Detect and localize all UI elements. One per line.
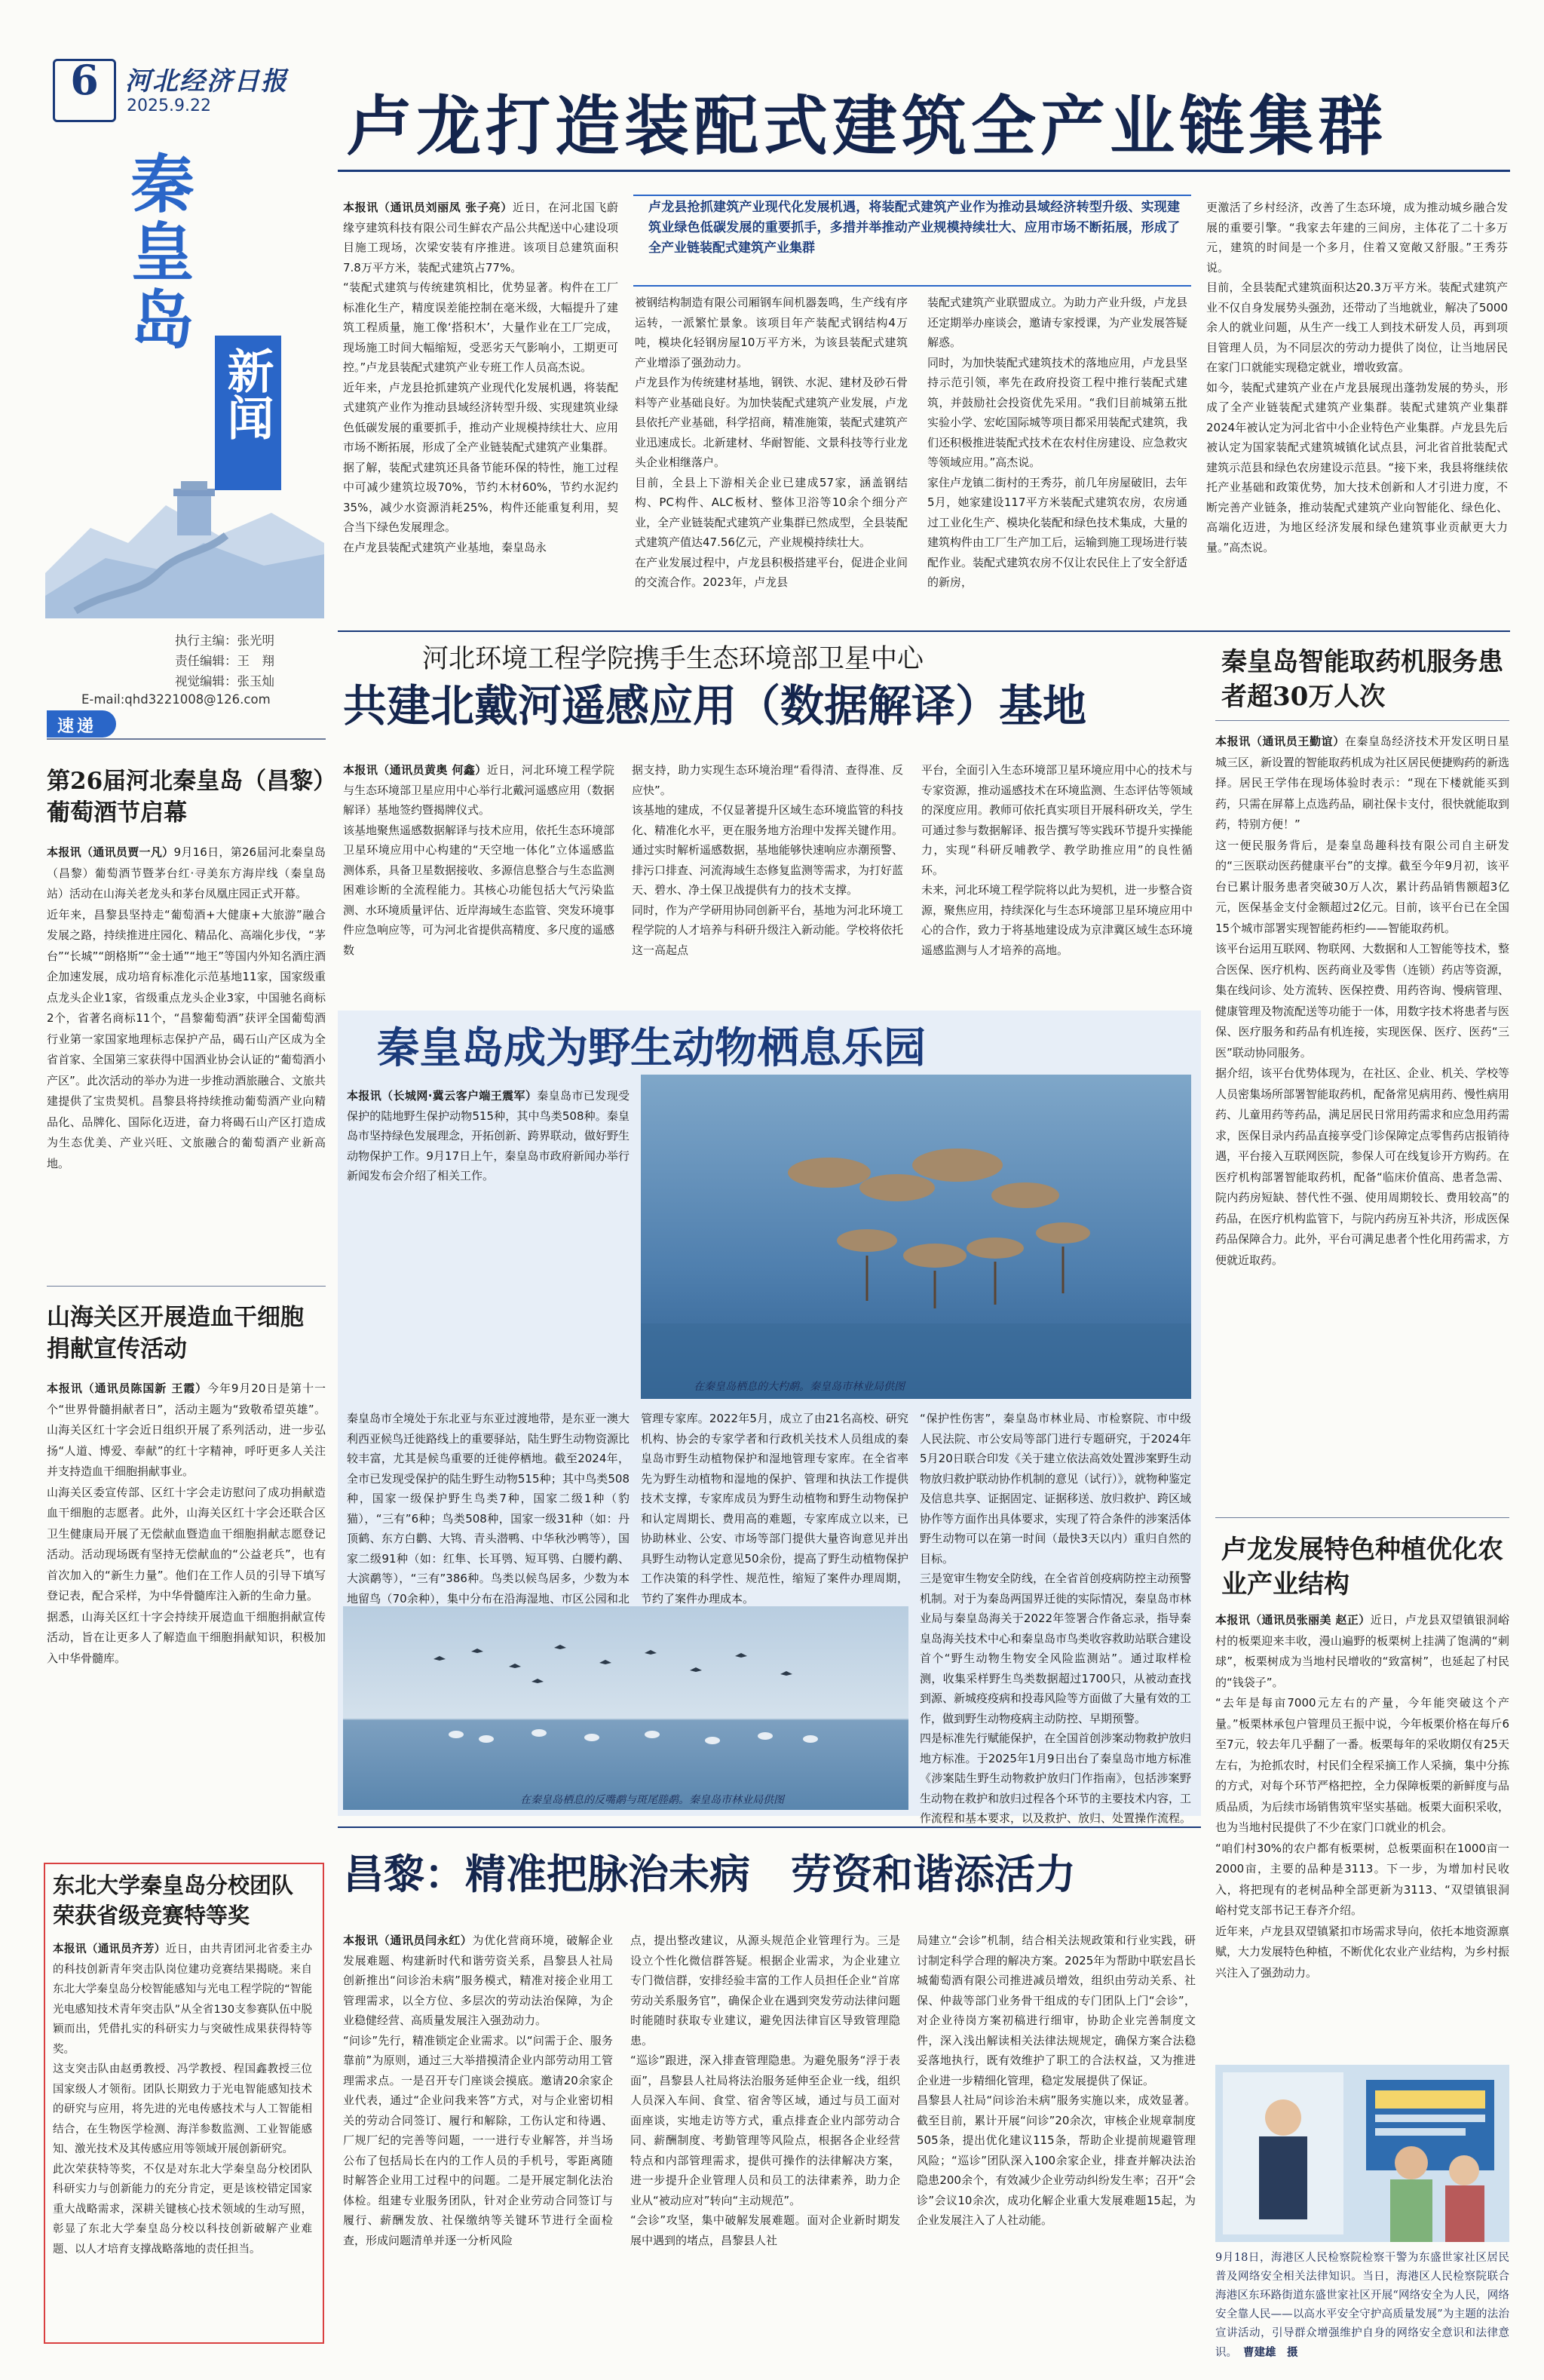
sidebar-article-body: 本报讯（通讯员贾一凡）9月16日，第26届河北秦皇岛（昌黎）葡萄酒节暨茅台红·寻美东方海岸线（秦皇岛站）活动在山海关老龙头和茅台凤凰庄园正式开幕。 近年来，昌黎县坚持走“葡萄酒+大健康+大旅游”融合发展之路，持续推进庄园化、精品化、高端化步伐，“茅台”“长城”“朗格斯”“金士通”“地王”等国内外知名酒庄酒企加速发展，成功培育标准化示范基地11家，国家级重点龙头企业1家，省级重点龙头企业3家，中国驰名商标2个，省著名商标11个，“昌黎葡萄酒”获评全国葡萄酒行业第一家国家地理标志保护产品，碣石山产区成为全省首家、全国第三家获得中国酒业协会认证的“葡萄酒小产区”。此次活动的举办为进一步推动酒旅融合、文旅共建提供了宝贵契机。昌黎县将持续推动葡萄酒产业向精品化、品牌化、国际化迈进，奋力将碣石山产区打造成为生态优美、产业兴旺、文旅融合的葡萄酒产业新高地。 (47, 845, 326, 1170)
right-article1-rule (1215, 720, 1509, 721)
photo-law-outreach (1215, 2065, 1509, 2242)
photo-avocets-caption: 在秦皇岛栖息的反嘴鹬与斑尾塍鹬。秦皇岛市林业局供图 (520, 1794, 784, 1806)
issue-date: 2025.9.22 (127, 97, 211, 115)
sidebar-article-title: 第26届河北秦皇岛（昌黎）葡萄酒节启幕 (47, 768, 325, 827)
editor-line: 责任编辑：王 翔 (175, 654, 274, 668)
article2-kicker: 河北环境工程学院携手生态环境部卫星中心 (422, 644, 924, 674)
article4-col-3: 局建立“会诊”机制，结合相关法规政策和行业实践，研讨制定科学合理的解决方案。2025年为帮助中联宏昌长城葡萄酒有限公司推进减员增效，组织由劳动关系、社保、仲裁等部门业务骨干组成的专门团队上门“会诊”，对企业待岗方案初稿进行细审，协助企业完善制度文件，深入浅出解读相关法律法规规定，确保方案合法稳妥落地执行，既有效维护了职工的合法权益，又为推进企业进一步精细化管理，稳定发展提供了保证。 昌黎县人社局“问诊治未病”服务实施以来，成效显著。截至目前，累计开展“问诊”20余次，审核企业规章制度505条，提出优化建议115条，帮助企业提前规避管理风险；“巡诊”团队深入100余家企业，排查并解决法治隐患200余个，有效减少企业劳动纠纷发生率；召开“会诊”会议10余次，成功化解企业重大发展难题15起，为企业发展注入了人社动能。 (917, 1934, 1196, 2227)
lead-deck: 卢龙县抢抓建筑产业现代化发展机遇，将装配式建筑产业作为推动县域经济转型升级、实现建筑业绿色低碳发展的重要抓手，多措并举推动产业规模持续壮大、应用市场不断拓展，形成了全产业链装配式建筑产业集群 (648, 200, 1180, 256)
article3-col-3: “保护性伤害”，秦皇岛市林业局、市检察院、市中级人民法院、市公安局等部门进行专题研究，于2024年5月20日联合印发《关于建立依法高效处置涉案野生动物放归救护联动协作机制的意见（试行）》，就物种鉴定及信息共享、证据固定、证据移送、放归救护、跨区域协作等方面作出具体要求，实现了符合条件的涉案活体野生动物可以在第一时间（最快3天以内）重归自然的目标。 三是宽审生物安全防线，在全省首创疫病防控主动预警机制。对于为秦岛两国界迁徙的实际情况，秦皇岛市林业局与秦皇岛海关于2022年签署合作备忘录，指导秦皇岛海关技术中心和秦皇岛市鸟类收容救助站联合建设首个“野生动物生物安全风险监测站”。通过取样检测，收集采样野生鸟类数据超过1700只，从被动查找到源、新城疫疫病和投毒风险等方面做了大量有效的工作，做到野生动物疫病主动防控、早期预警。 四是标准先行赋能保护，在全国首创涉案动物救护放归地方标准。于2025年1月9日出台了秦皇岛市地方标准《涉案陆生野生动物救护放归门作指南》，包括涉案野生动物在救护和放归过程各个环节的主要技术内容，工作流程和基本要求，以及救护、放归、处置操作流程。 (920, 1412, 1192, 1825)
photo-curlews-caption: 在秦皇岛栖息的大杓鹬。秦皇岛市林业局供图 (694, 1381, 905, 1393)
article2-headline: 共建北戴河遥感应用（数据解译）基地 (343, 680, 1087, 731)
lead-col-3: 装配式建筑产业联盟成立。为助力产业升级，卢龙县还定期举办座谈会，邀请专家授课，为产业发展答疑解惑。 同时，为加快装配式建筑技术的落地应用，卢龙县坚持示范引领，率先在政府投资工程中推行装配式建筑，并鼓励社会投资优先采用。“我们目前城第五批实验小学、宏屹国际城等项目都采用装配式建筑，我们还积极推进装配式技术在农村住房建设、应急救灾等领域应用。”高杰说。 家住卢龙镇二街村的王秀芬，前几年房屋破旧，去年5月，她家建设117平方米装配式建筑农房，农房通过工业化生产、模块化装配和绿色技术集成，大量的建筑构件由工厂生产加工后，运输到施工现场进行装配作业。装配式建筑农房不仅让农民住上了安全舒适的新房， (927, 296, 1188, 589)
photo-law-outreach-caption: 9月18日，海港区人民检察院检察干警为东盛世家社区居民普及网络安全相关法律知识。当日，海港区人民检察院联合海港区东环路街道东盛世家社区开展“网络安全为人民，网络安全靠人民——以高水平安全守护高质量发展”为主题的法治宣讲活动，引导群众增强维护自身的网络安全意识和法律意识。 曹建雄 摄 (1215, 2252, 1509, 2359)
article2-col-1: 本报讯（通讯员黄奥 何鑫）近日，河北环境工程学院与生态环境部卫星应用中心举行北戴河遥感应用（数据解译）基地签约暨揭牌仪式。 该基地聚焦遥感数据解译与技术应用，依托生态环境部卫星环境应用中心构建的“天空地一体化”立体遥感监测体系，具备卫星数据接收、多源信息整合与生态监测困难诊断的全流程能力。其核心功能包括大气污染监测、水环境质量评估、近岸海域生态监管、突发环境事件应急响应等，可为河北省提供高精度、多尺度的遥感数 (343, 763, 615, 957)
article4-top-rule (338, 1826, 1201, 1828)
lead-bottom-rule (338, 630, 1510, 632)
article3-col-2: 管理专家库。2022年5月，成立了由21名高校、研究机构、协会的专家学者和行政机关技术人员组成的秦皇岛市野生动植物保护和湿地管理专家库。在全省率先为野生动植物和湿地的保护、管理和执法工作提供技术支撑，专家库成员为野生动植物和野生动物保护和认定周期长、费用高的难题，专家库成立以来，已协助林业、公安、市场等部门提供大量咨询意见并出具野生动物认定意见50余份，提高了野生动植物保护工作决策的科学性、规范性，缩短了案件办理周期，节约了案件办理成本。 (641, 1412, 908, 1606)
photo-curlews (641, 1075, 1191, 1399)
section-subtitle: 新闻 (219, 347, 274, 440)
sidebar-divider (47, 1286, 326, 1287)
article4-col-1: 本报讯（通讯员闫永红）为优化营商环境，破解企业发展难题、构建新时代和谐劳资关系，昌黎县人社局创新推出“问诊治未病”服务模式，精准对接企业用工管理需求，以全方位、多层次的劳动法治保障，为企业稳健经营、高质量发展注入强劲动力。 “问诊”先行，精准锁定企业需求。以“问需于企、服务靠前”为原则，通过三大举措摸清企业内部劳动用工管理需求点。一是召开专门座谈会摸底。邀请20余家企业代表，通过“企业问我来答”方式，对与企业密切相关的劳动合同签订、履行和解除，工伤认定和待遇、厂规厂纪的完善等问题，一一进行专业解答，并当场公布了包括局长在内的工作人员的手机号，零距离随时解答企业用工过程中的问题。二是开展定制化法治体检。组建专业服务团队，针对企业劳动合同签订与履行、薪酬发放、社保缴纳等关键环节进行全面检查，形成问题清单并逐一分析风险 (343, 1934, 613, 2247)
express-tag-label: 速递 (57, 717, 97, 736)
express-rule (47, 738, 326, 740)
great-wall-illustration (45, 422, 324, 618)
sidebar-article-body: 本报讯（通讯员陈国新 王霞）今年9月20日是第十一个“世界骨髓捐献者日”，活动主题为“致敬希望英雄”。山海关区红十字会近日组织开展了系列活动，进一步弘扬“人道、博爱、奉献”的红十字精神，呼吁更多人关注并支持造血干细胞捐献事业。 山海关区委宣传部、区红十字会走访慰问了成功捐献造血干细胞的志愿者。此外，山海关区红十字会还联合区卫生健康局开展了无偿献血暨造血干细胞捐献志愿登记活动。活动现场既有坚持无偿献血的“公益老兵”，也有首次加入的“新生力量”。他们在工作人员的引导下填写登记表，配合采样，为中华骨髓库注入新的生命力量。 据悉，山海关区红十字会持续开展造血干细胞捐献宣传活动，旨在让更多人了解造血干细胞捐献知识，积极加入中华骨髓库。 (47, 1382, 326, 1665)
editor-line: 执行主编：张光明 (175, 633, 274, 648)
editor-line: 视觉编辑：张玉灿 (175, 674, 274, 689)
article2-col-3: 平台，全面引入生态环境部卫星环境应用中心的技术与专家资源，推动遥感技术在环境监测、生态评估等领域的深度应用。教师可依托真实项目开展科研攻关，学生可通过参与数据解译、报告撰写等实践环节提升实操能力，实现“科研反哺教学、教学助推应用”的良性循环。 未来，河北环境工程学院将以此为契机，进一步整合资源，聚焦应用，持续深化与生态环境部卫星环境应用中心的合作，致力于将基地建设成为京津冀区域生态环境遥感监测与人才培养的高地。 (921, 763, 1193, 957)
right-article1-body: 本报讯（通讯员王勤谊）在秦皇岛经济技术开发区明日星城三区，新设置的智能取药机成为社区居民便捷购药的新选择。居民王学伟在现场体验时表示：“现在下楼就能买到药，只需在屏幕上点选药品，刷社保卡支付，很快就能取到药，特别方便！” 这一便民服务背后，是秦皇岛趣科技有限公司自主研发的“三医联动医药健康平台”的支撑。截至今年9月初，该平台已累计服务患者突破30万人次，累计药品销售额超3亿元，医保基金支付金额超过2亿元。目前，该平台已在全国15个城市部署实现智能药柜约——智能取药机。 该平台运用互联网、物联网、大数据和人工智能等技术，整合医保、医疗机构、医药商业及零售（连锁）药店等资源，集在线问诊、处方流转、医保控费、用药咨询、慢病管理、健康管理及物流配送等功能于一体，用数字技术将患者与医保、医疗服务和药品有机连接，实现医保、医疗、医药“三医”联动协同服务。 据介绍，该平台优势体现为，在社区、企业、机关、学校等人员密集场所部署智能取药机，配备常见病用药、慢性病用药、儿童用药等药品，满足居民日常用药需求和应急用药需求，医保目录内药品直接享受门诊保障定点零售药店报销待遇，平台接入互联网医院，参保人可在线复诊开方购药。在医疗机构部署智能取药机，配备“临床价值高、患者急需、院内药房短缺、替代性不强、使用周期较长、费用较高”的药品，在医疗机构监管下，与院内药房互补共济，形成医保药品保障合力。此外，平台可满足患者个性化用药需求，方便就近取药。 (1215, 735, 1510, 1267)
right-article2-title: 卢龙发展特色种植优化农业产业结构 (1221, 1535, 1503, 1599)
sidebar-article-title: 山海关区开展造血干细胞捐献宣传活动 (47, 1304, 304, 1363)
lead-col-4: 更激活了乡村经济，改善了生态环境，成为推动城乡融合发展的重要引擎。“我家去年建的三间房，主体花了二十多万元，建筑的时间是一个多月，住着又宽敞又舒服。”王秀芬说。 目前，全县装配式建筑面积达20.3万平方米。装配式建筑产业不仅自身发展势头强劲，还带动了当地就业，解决了5000余人的就业问题，从生产一线工人到技术研发人员，再到项目管理人员，为不同层次的劳动力提供了岗位，让当地居民在家门口就能实现稳定就业，增收致富。 如今，装配式建筑产业在卢龙县展现出蓬勃发展的势头，形成了全产业链装配式建筑产业集群。装配式建筑产业集群2024年被认定为河北省中小企业特色产业集群。卢龙县先后被认定为国家装配式建筑城镇化试点县，河北省首批装配式建筑示范县和绿色农房建设示范县。“接下来，我县将继续依托产业基础和政策优势，加大技术创新和人才引进力度，不断完善产业链条，推动装配式建筑产业向智能化、绿色化、高端化迈进，为地区经济发展和绿色建筑事业贡献更大力量。”高杰说。 (1206, 201, 1508, 554)
section-email[interactable]: E-mail:qhd3221008@126.com (81, 692, 271, 707)
right-divider (1215, 1517, 1509, 1518)
right-article2-body: 本报讯（通讯员张丽美 赵正）近日，卢龙县双望镇银洞峪村的板栗迎来丰收，漫山遍野的板栗树上挂满了饱满的“刺球”，板栗树成为当地村民增收的“致富树”，也延起了村民的“钱袋子”。 “去年是每亩7000元左右的产量，今年能突破这个产量。”板栗林承包户管理员王振中说，今年板栗价格在每斤6至7元，较去年几乎翻了一番。板栗每年的采收期仅有25天左右，为抢抓农时，村民们全程采摘工作人采摘，集中分拣的方式，对每个环节严格把控，全力保障板栗的新鲜度与品质品质，为后续市场销售筑牢坚实基础。板栗大面积采收，也为当地村民提供了不少在家门口就业的机会。 “咱们村30%的农户都有板栗树，总板栗面积在1000亩一2000亩，主要的品种是3113。下一步，为增加村民收入，将把现有的老树品种全部更新为3113、“双望镇银洞峪村党支部书记王春齐介绍。 近年来，卢龙县双望镇紧扣市场需求导向，依托本地资源禀赋，大力发展特色种植，不断优化农业产业结构，为乡村振兴注入了强劲动力。 (1215, 1613, 1510, 1980)
sidebar-article-3 (53, 1870, 312, 2336)
article3-intro: 本报讯（长城网·冀云客户端王震军）秦皇岛市已发现受保护的陆地野生保护动物515种，其中鸟类508种。秦皇岛市坚持绿色发展理念，开拓创新、跨界联动，做好野生动物保护工作。9月17日上午，秦皇岛市政府新闻办举行新闻发布会介绍了相关工作。 (347, 1089, 630, 1182)
sidebar-article-body: 本报讯（通讯员齐芳）近日，由共青团河北省委主办的科技创新青年突击队岗位建功竞赛结果揭晓。来自东北大学秦皇岛分校智能感知与光电工程学院的“智能光电感知技术青年突击队”从全省130支参赛队伍中脱颖而出，凭借扎实的科研实力与突破性成果获得特等奖。 这支突击队由赵勇教授、冯学教授、程国鑫教授三位国家级人才领衔。团队长期致力于光电智能感知技术的研究与应用，将先进的光电传感技术与人工智能相结合，在生物医学检测、海洋参数监测、工业智能感知、激光技术及其传感应用等领域开展创新研究。 此次荣获特等奖，不仅是对东北大学秦皇岛分校团队科研实力与创新能力的充分肯定，更是该校错定国家重大战略需求，深耕关键核心技术领域的生动写照，彰显了东北大学秦皇岛分校以科技创新破解产业难题、以人才培育支撑战略落地的责任担当。 (53, 1943, 313, 2256)
article4-col-2: 点，提出整改建议，从源头规范企业管理行为。三是设立个性化微信群答疑。根据企业需求，为企业建立专门微信群，安排经验丰富的工作人员担任企业“首席劳动关系服务官”，确保企业在遇到突发劳动法律问题时能随时获取专业建议，避免因法律盲区导致管理隐患。 “巡诊”跟进，深入排查管理隐患。为避免服务“浮于表面”，昌黎县人社局将法治服务延伸至企业一线，组织人员深入车间、食堂、宿舍等区域，通过与员工面对面座谈，实地走访等方式，重点排查企业内部劳动合同、薪酬制度、考勤管理等风险点，根据各企业经营特点和内部管理需求，提供可操作的法律解决方案，进一步提升企业管理人员和员工的法律素养，助力企业从“被动应对”转向“主动规范”。 “会诊”攻坚，集中破解发展难题。面对企业新时期发展中遇到的堵点，昌黎县人社 (630, 1934, 900, 2247)
editor-credits (175, 630, 322, 692)
lead-headline: 卢龙打造装配式建筑全产业链集群 (347, 88, 1387, 164)
sidebar-article-2 (47, 1302, 326, 1839)
photo-credit: 曹建雄 摄 (1243, 2346, 1298, 2359)
lead-top-rule (338, 170, 1510, 172)
article2-col-2: 据支持，助力实现生态环境治理“看得清、查得准、反应快”。 该基地的建成，不仅显著提升区域生态环境监管的科技化、精准化水平，更在服务地方治理中发挥关键作用。通过实时解析遥感数据，基地能够快速响应赤潮预警、排污口排查、河流海域生态修复监测等需求，为打好蓝天、碧水、净土保卫战提供有力的技术支撑。 同时，作为产学研用协同创新平台，基地为河北环境工程学院的人才培养与科研升级注入新动能。学校将依托这一高起点 (632, 763, 904, 957)
paper-name: 河北经济日报 (125, 66, 288, 97)
right-article1-title: 秦皇岛智能取药机服务患者超30万人次 (1221, 647, 1503, 712)
photo-avocets (343, 1606, 908, 1810)
article3-headline: 秦皇岛成为野生动物栖息乐园 (377, 1023, 926, 1073)
article4-headline: 昌黎：精准把脉治未病 劳资和谐添活力 (343, 1850, 1076, 1898)
lead-col-2: 被钢结构制造有限公司厢钢车间机器轰鸣，生产线有序运转，一派繁忙景象。该项目年产装配式钢结构4万吨，模块化轻钢房屋10万平方米，为该县装配式建筑产业增添了强劲动力。 卢龙县作为传统建材基地，钢铁、水泥、建材及砂石骨料等产业基础良好。为加快装配式建筑产业发展，卢龙县依托产业基础，科学招商，精准施策，装配式建筑产业迅速成长。北新建材、华耐智能、文景科技等行业龙头企业相继落户。 目前，全县上下游相关企业已建成57家，涵盖钢结构、PC构件、ALC板材、整体卫浴等10余个细分产业，全产业链装配式建筑产业集群已然成型，全县装配式建筑产值达47.56亿元，产业规模持续壮大。 在产业发展过程中，卢龙县积极搭建平台，促进企业间的交流合作。2023年，卢龙县 (635, 296, 908, 589)
lead-col-1: 本报讯（通讯员刘丽凤 张子亮）近日，在河北国飞蔚缘亨建筑科技有限公司生鲜农产品公共配送中心建设项目施工现场，次梁安装有序推进。该项目总建筑面积7.8万平方米，装配式建筑占77%。 “装配式建筑与传统建筑相比，优势显著。构件在工厂标准化生产，精度误差能控制在毫米级，大幅提升了建筑工程质量，施工像‘搭积木’，大量作业在工厂完成，现场施工时间大幅缩短，受恶劣天气影响小，工期更可控。”卢龙县装配式建筑产业专班工作人员高杰说。 近年来，卢龙县抢抓建筑产业现代化发展机遇，将装配式建筑产业作为推动县域经济转型升级、实现建筑业绿色低碳发展的重要抓手，推动产业规模持续壮大、应用市场不断拓展，形成了全产业链装配式建筑产业集群。 据了解，装配式建筑还具备节能环保的特性，施工过程中可减少建筑垃圾70%，节约木材60%，节约水泥约35%，减少水资源消耗25%，构件还能重复利用，契合当下绿色发展理念。 在卢龙县装配式建筑产业基地，秦皇岛永 (343, 201, 618, 554)
sidebar-article-title: 东北大学秦皇岛分校团队荣获省级竞赛特等奖 (53, 1872, 294, 1928)
article3-col-1: 秦皇岛市全境处于东北亚与东亚过渡地带，是东亚一澳大利西亚候鸟迁徙路线上的重要驿站，陆生野生动物资源比较丰富，尤其是候鸟重要的迁徙停栖地。截至2024年，全市已发现受保护的陆生野生动物515种；其中鸟类508种，国家一级保护野生鸟类7种，国家二级1种（豹猫），“三有”6种；鸟类508种，国家一级31种（如：丹顶鹤、东方白鹳、大鸨、青头潜鸭、中华秋沙鸭等），国家二级91种（如：红隼、长耳鸮、短耳鸮、白腰杓鹬、大滨鹬等），“三有”386种。鸟类以候鸟居多，少数为本地留鸟（70余种），集中分布在沿海湿地、市区公园和北 (347, 1412, 630, 1606)
section-title: 秦皇岛 (121, 151, 195, 354)
page-number: 6 (70, 56, 99, 104)
